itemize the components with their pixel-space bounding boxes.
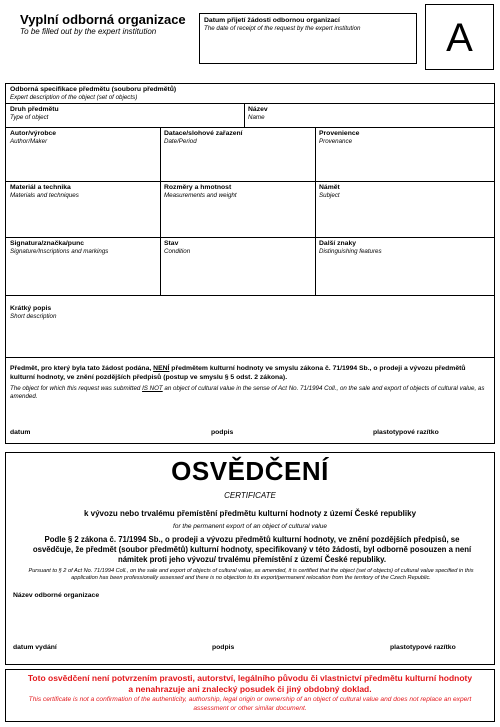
declaration-cs-pre: Předmět, pro který byla tato žádost podána, [10, 365, 154, 372]
certificate-paragraph-en: Pursuant to § 2 of Act No. 71/1994 Coll., on the sale and export of objects of cultural value, as amended, it is certified that the object (set of objects) of cultural value specified in this application has been professionally assessed and there is no objection to its export/permanent relocation from the territory of the Czech Republic. [28, 568, 474, 581]
field-label-en: Subject [319, 192, 340, 199]
field-materials[interactable] [6, 181, 160, 237]
spec-heading-en: Expert description of the object (set of objects) [10, 94, 138, 101]
field-short-description[interactable] [6, 302, 494, 357]
certificate-title: OSVĚDČENÍ [171, 456, 329, 486]
field-label-en: Short description [10, 313, 57, 320]
footer-warning-en: This certificate is not a confirmation of the authenticity, authorship, legal origin or ownership of an object of cultural value and does not replace an expert assessment or other similar document. [28, 696, 472, 712]
field-label-cs: Námět [319, 184, 340, 191]
field-label-cs: Autor/výrobce [10, 130, 57, 137]
footer-warning-cs: Toto osvědčení není potvrzením pravosti, autorství, legálního původu či vlastnictví předmětu kulturní hodnoty a nenahrazuje ani znalecký posudek či jiný obdobný doklad. [27, 673, 473, 694]
field-label-cs: Název [248, 106, 268, 113]
field-label-cs: Materiál a technika [10, 184, 71, 191]
field-label-cs: Signatura/značka/punc [10, 240, 85, 247]
field-subject[interactable] [315, 181, 494, 237]
declaration-cs-post: předmětem kulturní hodnoty ve smyslu zákona č. 71/1994 Sb., o prodeji a vývozu předmětů kulturní hodnoty, ve znění pozdějších předpisů (postup ve smyslu § 5 odst. 2 zákona). [10, 365, 466, 381]
certificate-issue-date-label: datum vydání [13, 644, 57, 651]
certificate-stamp-label: plastotypové razítko [390, 644, 456, 651]
header-title-en: To be filled out by the expert institution [20, 27, 157, 36]
specification-table [5, 83, 495, 444]
declaration-text-en [10, 385, 490, 401]
field-name[interactable] [244, 103, 494, 127]
field-label-cs: Další znaky [319, 240, 357, 247]
declaration-en-post: an object of cultural value in the sense of Act No. 71/1994 Coll., on the sale and export of objects of cultural value, as amended. [10, 385, 485, 400]
certificate-paragraph-cs: Podle § 2 zákona č. 71/1994 Sb., o prodeji a vývozu předmětů kulturní hodnoty, ve znění pozdějších předpisů, se osvědčuje, že předmět (soubor předmětů) kulturní hodnoty, specifikovaný v této žádosti, byl odborně posouzen a není námitek proti jeho vývozu/ trvalému přemístění z území České republiky. [32, 535, 472, 564]
field-author[interactable] [6, 127, 160, 181]
field-label-en: Author/Maker [10, 138, 48, 145]
footer-warning [5, 669, 495, 722]
receipt-date-label-en: The date of receipt of the request by the expert institution [204, 25, 361, 32]
field-distinguishing-features[interactable] [315, 237, 494, 295]
field-label-en: Type of object [10, 114, 49, 121]
field-label-en: Condition [164, 248, 191, 255]
field-condition[interactable] [160, 237, 315, 295]
spec-heading [6, 84, 494, 103]
field-provenance[interactable] [315, 127, 494, 181]
certificate-section [5, 452, 495, 665]
declaration-en-pre: The object for which this request was submitted [10, 385, 143, 392]
field-signature-markings[interactable] [6, 237, 160, 295]
field-label-cs: Krátký popis [10, 305, 52, 312]
field-label-en: Name [248, 114, 265, 121]
form-header-title [20, 12, 200, 37]
field-label-en: Date/Period [164, 138, 197, 145]
field-label-cs: Stav [164, 240, 179, 247]
receipt-date-box[interactable] [199, 13, 417, 64]
declaration-cs-neni: NENÍ [153, 365, 170, 372]
field-label-en: Provenance [319, 138, 353, 145]
field-label-cs: Rozměry a hmotnost [164, 184, 232, 191]
declaration-en-isnot: IS NOT [142, 385, 163, 392]
field-date-period[interactable] [160, 127, 315, 181]
spec-heading-cs: Odborná specifikace předmětu (souboru předmětů) [10, 86, 177, 93]
declaration-signature-label: podpis [211, 429, 234, 436]
field-label-en: Materials and techniques [10, 192, 79, 199]
field-label-en: Distinguishing features [319, 248, 382, 255]
certificate-line-en: for the permanent export of an object of cultural value [173, 523, 327, 530]
field-label-cs: Provenience [319, 130, 360, 137]
field-measurements[interactable] [160, 181, 315, 237]
field-label-en: Measurements and weight [164, 192, 237, 199]
certificate-org-label: Název odborné organizace [13, 592, 100, 599]
field-label-cs: Druh předmětu [10, 106, 59, 113]
declaration-stamp-label: plastotypové razítko [373, 429, 439, 436]
section-letter: A [446, 16, 473, 60]
certificate-signature-label: podpis [212, 644, 235, 651]
field-label-en: Signature/Inscriptions and markings [10, 248, 109, 255]
certificate-subtitle: CERTIFICATE [224, 491, 276, 500]
certificate-line-cs: k vývozu nebo trvalému přemístění předmětu kulturní hodnoty z území České republiky [83, 509, 417, 518]
receipt-date-label-cs: Datum přijetí žádosti odbornou organizací [204, 17, 340, 24]
field-label-cs: Datace/slohové zařazení [164, 130, 243, 137]
section-letter-box [425, 4, 494, 70]
declaration-date-label: datum [10, 429, 31, 436]
declaration-text-cs [10, 364, 490, 382]
header-title-cs: Vyplní odborná organizace [20, 12, 186, 27]
